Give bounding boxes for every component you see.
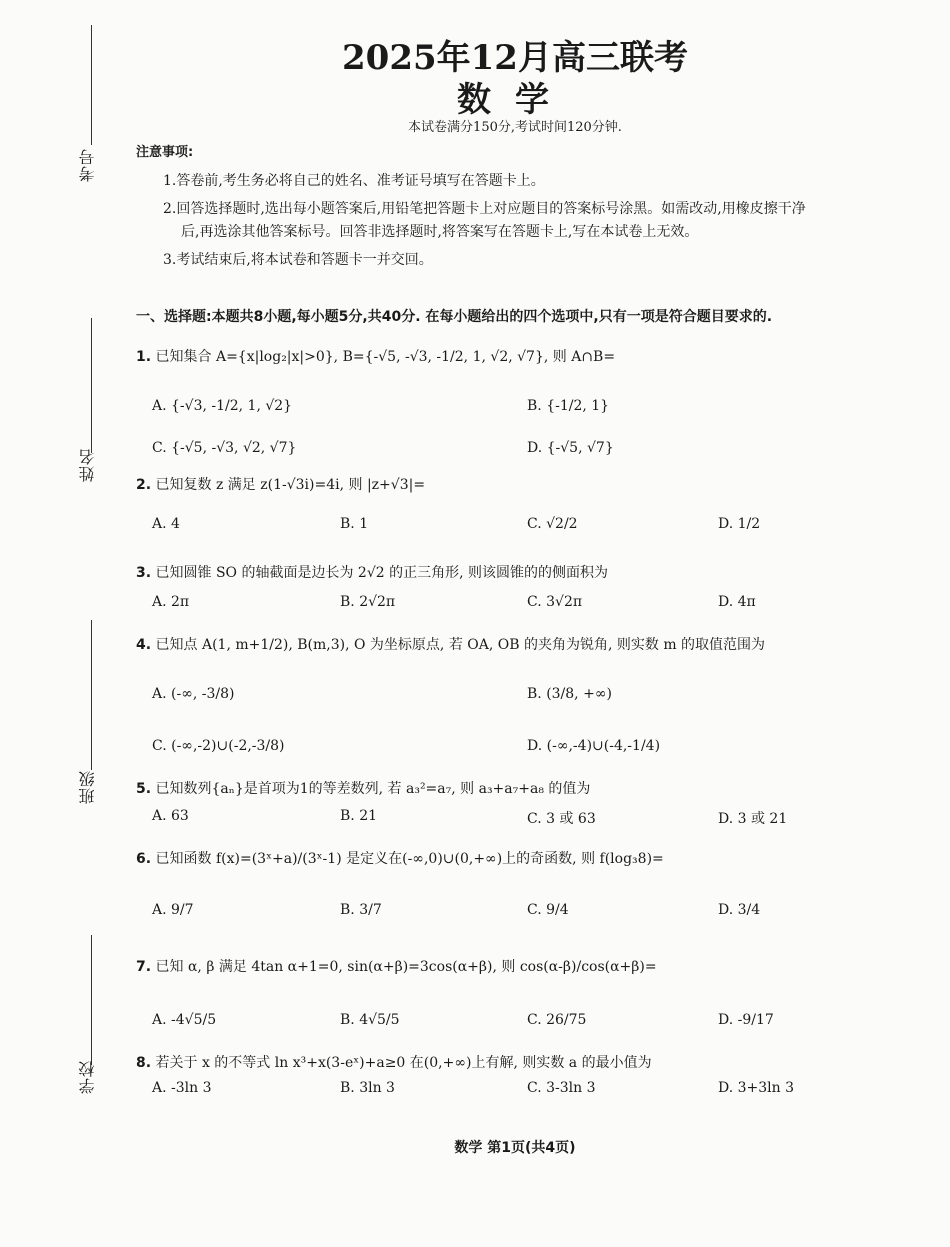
option-b: B. (3/8, +∞) [527, 686, 612, 702]
question-text: 已知集合 A={x|log₂|x|>0}, B={-√5, -√3, -1/2, 1, √2, √7}, 则 A∩B= [155, 349, 616, 365]
subject-title: 数学 [457, 80, 573, 120]
notice-item-3: 3.考试结束后,将本试卷和答题卡一并交回。 [163, 252, 433, 269]
notice-item-2-cont: 后,再选涂其他答案标号。回答非选择题时,将答案写在答题卡上,写在本试卷上无效。 [181, 223, 699, 240]
notice-list [163, 170, 923, 278]
question-text: 已知圆锥 SO 的轴截面是边长为 2√2 的正三角形, 则该圆锥的的侧面积为 [155, 565, 609, 581]
exam-info: 本试卷满分150分,考试时间120分钟. [408, 120, 622, 135]
exam-title: 2025年12月高三联考 [342, 38, 688, 78]
option-c: C. √2/2 [527, 516, 578, 532]
side-label-class: 班级 [78, 770, 97, 804]
option-a: A. {-√3, -1/2, 1, √2} [152, 398, 293, 414]
question-text: 已知数列{aₙ}是首项为1的等差数列, 若 a₃²=a₇, 则 a₃+a₇+a₈ 的值为 [155, 781, 591, 797]
question-number: 7. [136, 959, 152, 975]
option-c: C. 3√2π [527, 594, 583, 610]
side-line-school [91, 935, 92, 1065]
option-a: A. 9/7 [152, 902, 194, 918]
question-2 [136, 474, 425, 494]
option-c: C. {-√5, -√3, √2, √7} [152, 440, 297, 456]
question-number: 2. [136, 477, 152, 493]
side-label-name: 姓名 [78, 448, 97, 482]
question-7 [136, 956, 657, 976]
question-6 [136, 848, 664, 868]
question-text: 已知函数 f(x)=(3ˣ+a)/(3ˣ-1) 是定义在(-∞,0)∪(0,+∞)上的奇函数, 则 f(log₃8)= [155, 851, 664, 867]
question-number: 1. [136, 349, 152, 365]
question-text: 已知 α, β 满足 4tan α+1=0, sin(α+β)=3cos(α+β), 则 cos(α-β)/cos(α+β)= [155, 959, 657, 975]
option-b: B. 3/7 [340, 902, 382, 918]
question-number: 6. [136, 851, 152, 867]
option-a: A. -3ln 3 [152, 1080, 212, 1096]
option-d: D. (-∞,-4)∪(-4,-1/4) [527, 738, 661, 754]
option-c: C. 3-3ln 3 [527, 1080, 596, 1096]
option-b: B. 4√5/5 [340, 1012, 400, 1028]
option-d: D. -9/17 [718, 1012, 774, 1028]
option-b: B. 2√2π [340, 594, 396, 610]
side-label-exam-number: 考号 [78, 148, 97, 182]
option-b: B. {-1/2, 1} [527, 398, 610, 414]
question-number: 8. [136, 1055, 152, 1071]
question-5 [136, 778, 590, 798]
option-c: C. 26/75 [527, 1012, 587, 1028]
option-c: C. 3 或 63 [527, 811, 596, 827]
option-b: B. 1 [340, 516, 369, 532]
option-d: D. 3+3ln 3 [718, 1080, 795, 1096]
option-d: D. {-√5, √7} [527, 440, 614, 456]
question-text: 已知点 A(1, m+1/2), B(m,3), O 为坐标原点, 若 OA, OB 的夹角为锐角, 则实数 m 的取值范围为 [155, 637, 766, 653]
option-d: D. 1/2 [718, 516, 761, 532]
question-text: 若关于 x 的不等式 ln x³+x(3-eˣ)+a≥0 在(0,+∞)上有解, 则实数 a 的最小值为 [155, 1055, 652, 1071]
option-a: A. (-∞, -3/8) [152, 686, 235, 702]
option-d: D. 3 或 21 [718, 811, 788, 827]
question-8 [136, 1052, 652, 1072]
side-line-name [91, 318, 92, 453]
section-heading: 一、选择题:本题共8小题,每小题5分,共40分. 在每小题给出的四个选项中,只有一项是符合题目要求的. [136, 309, 773, 325]
option-a: A. -4√5/5 [152, 1012, 217, 1028]
option-d: D. 3/4 [718, 902, 761, 918]
question-number: 3. [136, 565, 152, 581]
question-text: 已知复数 z 满足 z(1-√3i)=4i, 则 |z+√3|= [155, 477, 426, 493]
option-c: C. 9/4 [527, 902, 569, 918]
notice-item-2: 2.回答选择题时,选出每小题答案后,用铅笔把答题卡上对应题目的答案标号涂黑。如需改动,用橡皮擦干净 [163, 201, 806, 218]
question-3 [136, 562, 608, 582]
option-a: A. 4 [152, 516, 180, 532]
side-line-class [91, 620, 92, 770]
option-a: A. 63 [152, 808, 189, 824]
option-c: C. (-∞,-2)∪(-2,-3/8) [152, 738, 285, 754]
side-label-school: 学校 [78, 1060, 97, 1094]
question-number: 4. [136, 637, 152, 653]
option-a: A. 2π [152, 594, 190, 610]
page-footer: 数学 第1页(共4页) [454, 1140, 576, 1156]
option-d: D. 4π [718, 594, 756, 610]
option-b: B. 21 [340, 808, 378, 824]
notice-heading: 注意事项: [136, 145, 194, 160]
option-b: B. 3ln 3 [340, 1080, 395, 1096]
question-1 [136, 346, 615, 366]
question-4 [136, 634, 765, 654]
question-number: 5. [136, 781, 152, 797]
notice-item-1: 1.答卷前,考生务必将自己的姓名、准考证号填写在答题卡上。 [163, 173, 545, 189]
